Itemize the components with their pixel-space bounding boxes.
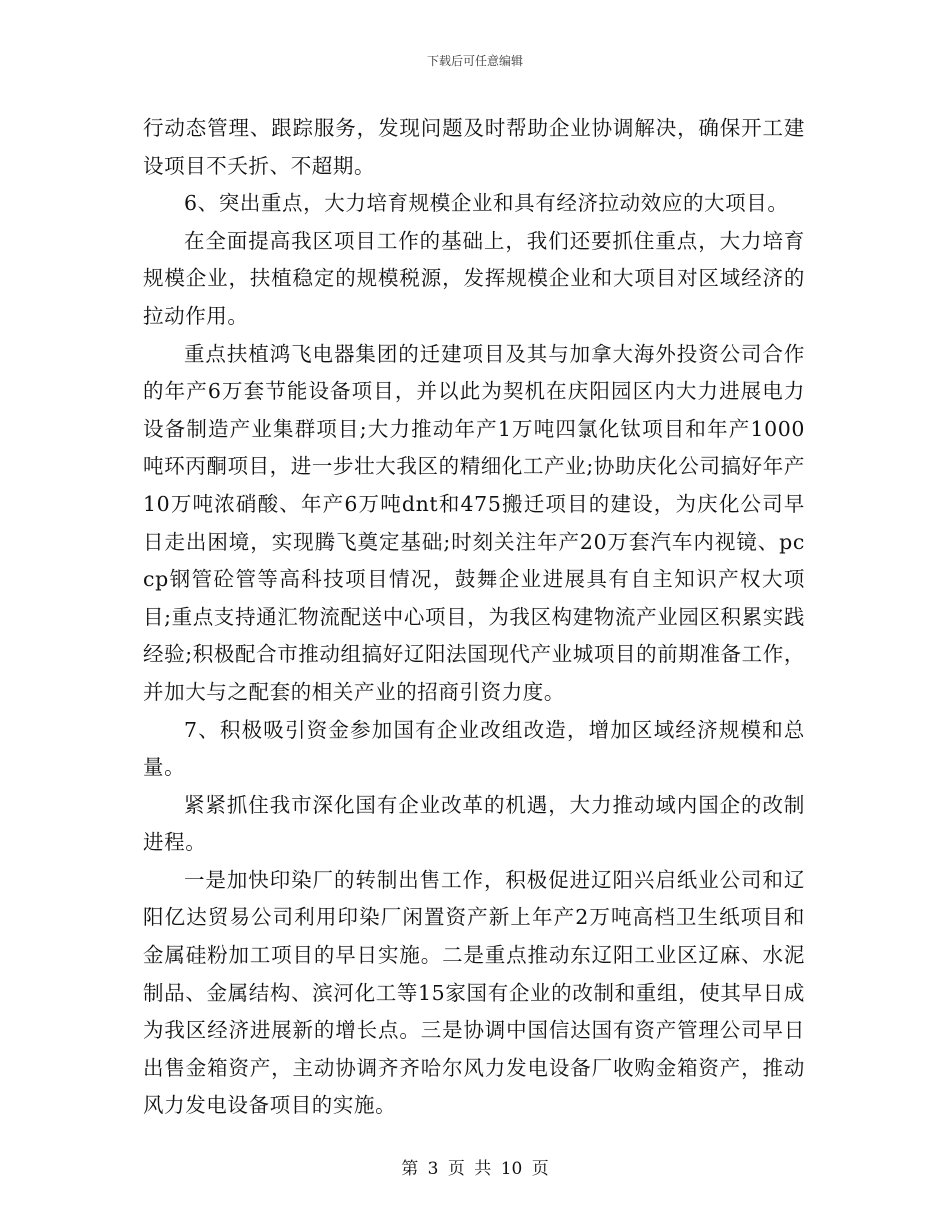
paragraph-heading-6: 6、突出重点，大力培育规模企业和具有经济拉动效应的大项目。 [184, 191, 789, 216]
paragraph-heading-7: 7、积极吸引资金参加国有企业改组改造，增加区域经济规模和总量。 [143, 717, 805, 780]
page-header-note: 下载后可任意编辑 [426, 54, 523, 68]
paragraph: 一是加快印染厂的转制出售工作，积极促进辽阳兴启纸业公司和辽阳亿达贸易公司利用印染厂闲置资产新上年产2万吨高档卫生纸项目和金属硅粉加工项目的早日实施。二是重点推动东辽阳工业区辽麻、水泥制品、金属结构、滨河化工等15家国有企业的改制和重组，使其早日成为我区经济进展新的增长点。三是协调中国信达国有资产管理公司早日出售金箱资产，主动协调齐齐哈尔风力发电设备厂收购金箱资产，推动风力发电设备项目的实施。 [143, 867, 805, 1118]
paragraph: 重点扶植鸿飞电器集团的迁建项目及其与加拿大海外投资公司合作的年产6万套节能设备项目，并以此为契机在庆阳园区内大力进展电力设备制造产业集群项目;大力推动年产1万吨四氯化钛项目和年产1000吨环丙酮项目，进一步壮大我区的精细化工产业;协助庆化公司搞好年产10万吨浓硝酸、年产6万吨dnt和475搬迁项目的建设，为庆化公司早日走出困境，实现腾飞奠定基础;时刻关注年产20万套汽车内视镜、pccp钢管砼管等高科技项目情况，鼓舞企业进展具有自主知识产权大项目;重点支持通汇物流配送中心项目，为我区构建物流产业园区积累实践经验;积极配合市推动组搞好辽阳法国现代产业城项目的前期准备工作，并加大与之配套的相关产业的招商引资力度。 [143, 341, 805, 704]
document-body [143, 110, 805, 1125]
paragraph: 行动态管理、跟踪服务，发现问题及时帮助企业协调解决，确保开工建设项目不夭折、不超期。 [143, 116, 805, 178]
paragraph: 在全面提高我区项目工作的基础上，我们还要抓住重点，大力培育规模企业，扶植稳定的规模税源，发挥规模企业和大项目对区域经济的拉动作用。 [143, 228, 805, 328]
page-number-footer: 第 3 页 共 10 页 [401, 1159, 549, 1179]
paragraph: 紧紧抓住我市深化国有企业改革的机遇，大力推动域内国企的改制进程。 [143, 792, 805, 855]
